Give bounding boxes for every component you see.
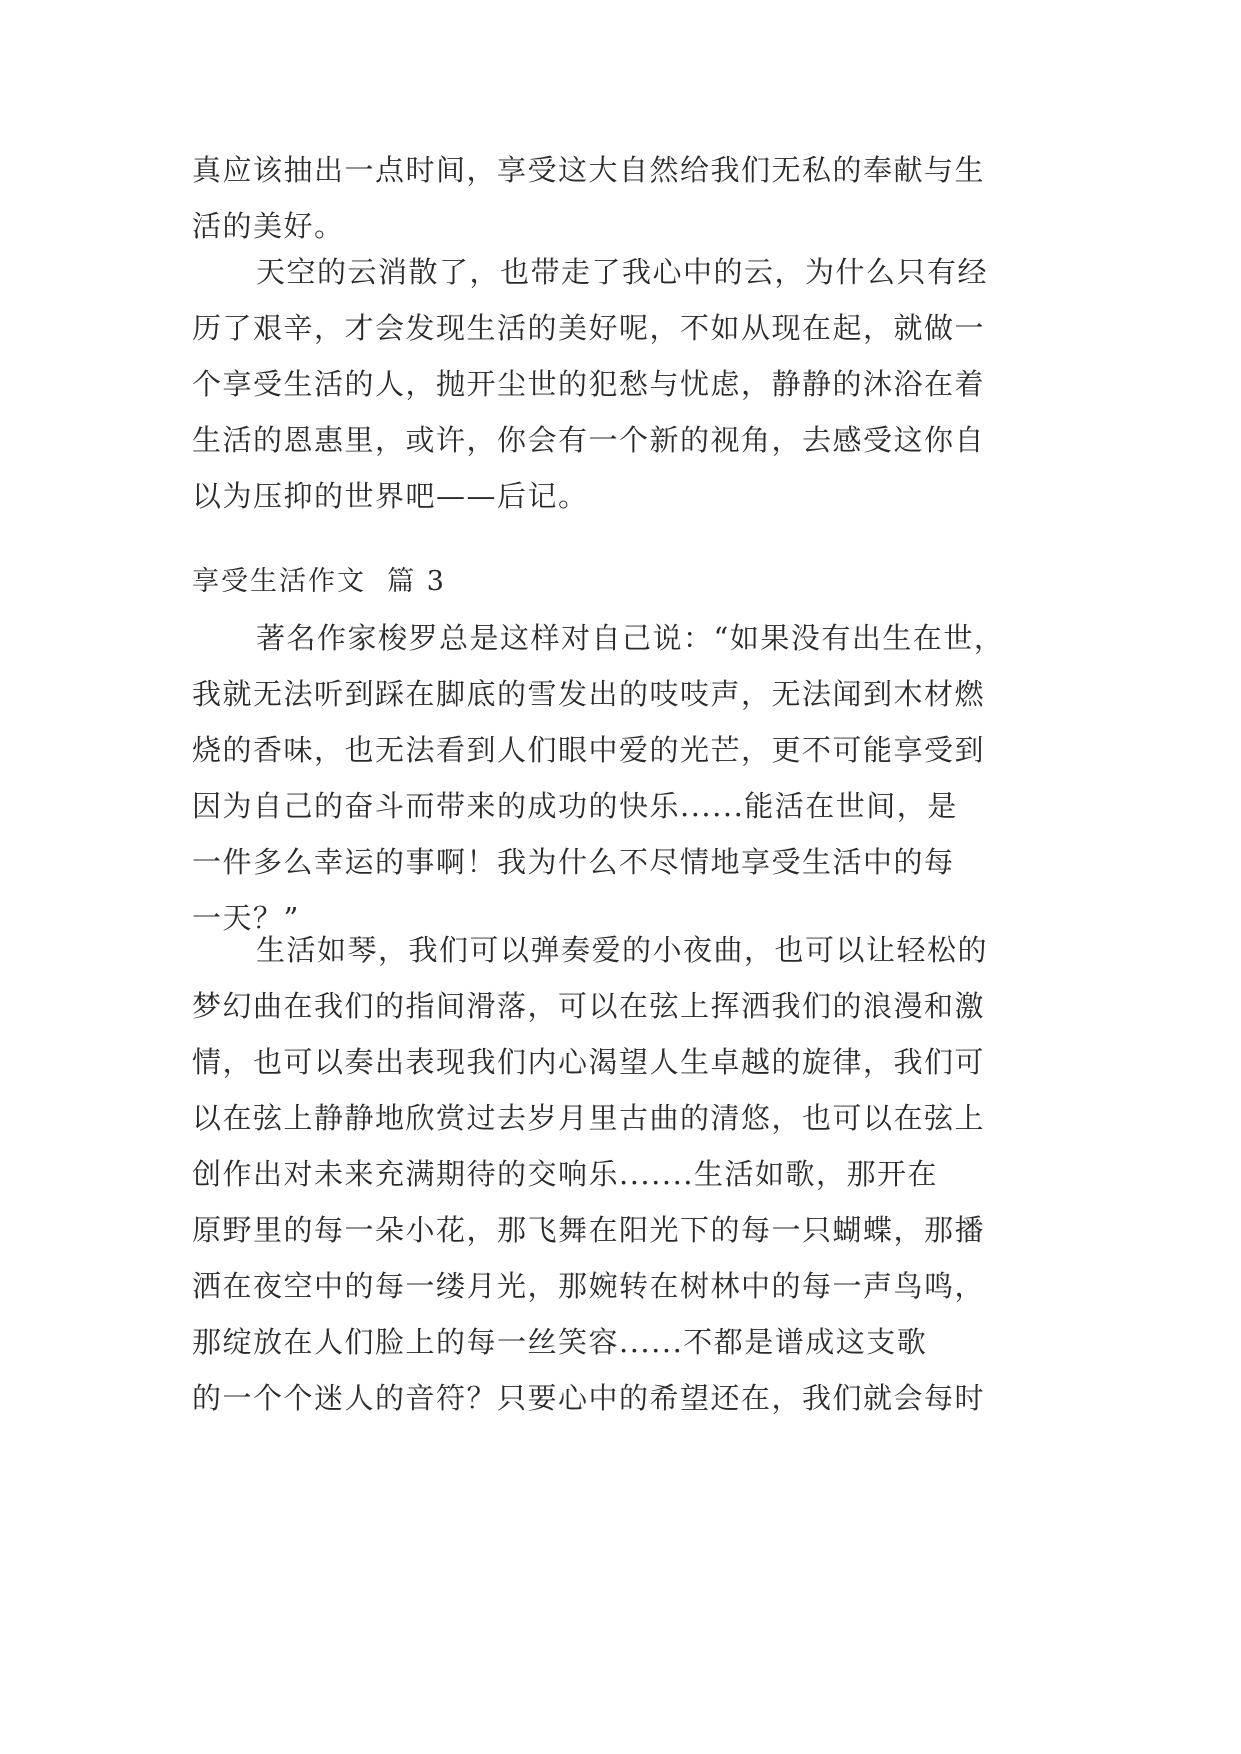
text-line: 因为自己的奋斗而带来的成功的快乐......能活在世间，是 bbox=[192, 789, 958, 823]
text-line: 一天？” bbox=[192, 901, 300, 935]
text-line: 一件多么幸运的事啊！我为什么不尽情地享受生活中的每 bbox=[192, 845, 955, 879]
text-line: 生活如琴，我们可以弹奏爱的小夜曲，也可以让轻松的 bbox=[256, 933, 989, 967]
text-line: 那绽放在人们脸上的每一丝笑容......不都是谱成这支歌 bbox=[192, 1325, 928, 1359]
text-line: 洒在夜空中的每一缕月光，那婉转在树林中的每一声鸟鸣， bbox=[192, 1269, 986, 1303]
paragraph-thoreau bbox=[192, 610, 1052, 946]
text-line: 著名作家梭罗总是这样对自己说：“如果没有出生在世， bbox=[256, 621, 1005, 655]
text-line: 烧的香味，也无法看到人们眼中爱的光芒，更不可能享受到 bbox=[192, 733, 986, 767]
text-line: 创作出对未来充满期待的交响乐.......生活如歌，那开在 bbox=[192, 1157, 939, 1191]
text-line: 个享受生活的人，抛开尘世的犯愁与忧虑，静静的沐浴在着 bbox=[192, 367, 986, 401]
text-line: 情，也可以奏出表现我们内心渴望人生卓越的旋律，我们可 bbox=[192, 1045, 986, 1079]
text-line: 真应该抽出一点时间，享受这大自然给我们无私的奉献与生 bbox=[192, 153, 986, 187]
text-line: 以为压抑的世界吧——后记。 bbox=[192, 479, 589, 513]
paragraph-afterword bbox=[192, 244, 1052, 524]
paragraph-life-music bbox=[192, 922, 1052, 1426]
text-line: 原野里的每一朵小花，那飞舞在阳光下的每一只蝴蝶，那播 bbox=[192, 1213, 986, 1247]
text-line: 活的美好。 bbox=[192, 209, 345, 243]
text-line: 历了艰辛，才会发现生活的美好呢，不如从现在起，就做一 bbox=[192, 311, 986, 345]
text-line: 我就无法听到踩在脚底的雪发出的吱吱声，无法闻到木材燃 bbox=[192, 677, 986, 711]
text-line: 的一个个迷人的音符？只要心中的希望还在，我们就会每时 bbox=[192, 1381, 986, 1415]
paragraph-continuation bbox=[192, 142, 1052, 254]
text-line: 梦幻曲在我们的指间滑落，可以在弦上挥洒我们的浪漫和激 bbox=[192, 989, 986, 1023]
section-heading-block bbox=[192, 554, 1052, 610]
text-line: 天空的云消散了，也带走了我心中的云，为什么只有经 bbox=[256, 255, 989, 289]
section-heading: 享受生活作文 篇 3 bbox=[192, 566, 446, 597]
text-line: 生活的恩惠里，或许，你会有一个新的视角，去感受这你自 bbox=[192, 423, 986, 457]
text-line: 以在弦上静静地欣赏过去岁月里古曲的清悠，也可以在弦上 bbox=[192, 1101, 986, 1135]
